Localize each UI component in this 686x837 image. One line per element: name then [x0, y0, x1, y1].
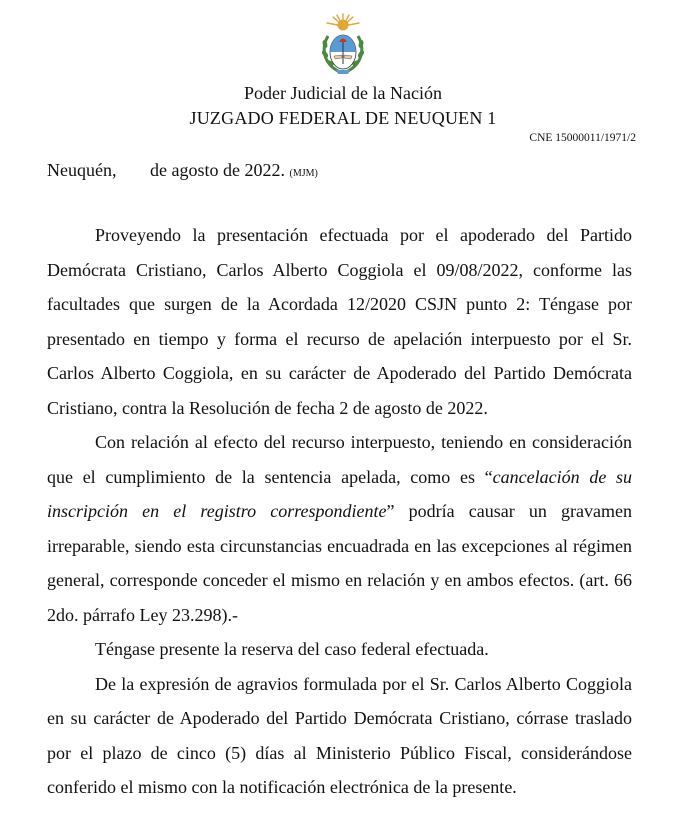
paragraph-2-lead: Con relación al efecto del recurso interpuesto, teniendo en consideración que el cumplimiento de la sentencia apelada, como es “: [47, 432, 632, 487]
date-text: de agosto de 2022.: [150, 160, 285, 180]
clerk-initials: (MJM): [289, 168, 318, 179]
argentina-coat-of-arms-icon: [318, 12, 368, 78]
court-heading: Poder Judicial de la Nación: [244, 83, 442, 103]
paragraph-3: Téngase presente la reserva del caso federal efectuada.: [95, 639, 489, 659]
paragraph-4: De la expresión de agravios formulada por el Sr. Carlos Alberto Coggiola en su carácter de Apoderado del Partido Demócrata Cristiano, córrase traslado por el plazo de cinco (5) días al Ministerio Público Fiscal, considerándose conferido el mismo con la notificación electrónica de la presente.: [47, 673, 632, 797]
paragraph-2-rest: ” podría causar un gravamen irreparable, siendo esta circunstancias encuadrada en las excepciones al régimen general, corresponde conceder el mismo en relación y en ambos efectos. (art. 66 2do. párrafo Ley 23.298).-: [47, 501, 633, 625]
quoted-phrase: cancelación de su inscripción en el registro correspondiente: [47, 466, 633, 521]
paragraph-1: Proveyendo la presentación efectuada por el apoderado del Partido Demócrata Cristiano, Carlos Alberto Coggiola el 09/08/2022, conforme las facultades que surgen de la Acordada 12/2020 CSJN punto 2: Téngase por presentado en tiempo y forma el recurso de apelación interpuesto por el Sr. Carlos Alberto Coggiola, en su carácter de Apoderado del Partido Demócrata Cristiano, contra la Resolución de fecha 2 de agosto de 2022.: [47, 225, 632, 418]
document-body: [47, 218, 632, 805]
case-number: CNE 15000011/1971/2: [529, 132, 636, 144]
court-name: JUZGADO FEDERAL DE NEUQUEN 1: [189, 108, 497, 128]
date-line: [47, 158, 647, 186]
city: Neuquén,: [47, 160, 117, 180]
paragraph-2: [47, 425, 632, 632]
